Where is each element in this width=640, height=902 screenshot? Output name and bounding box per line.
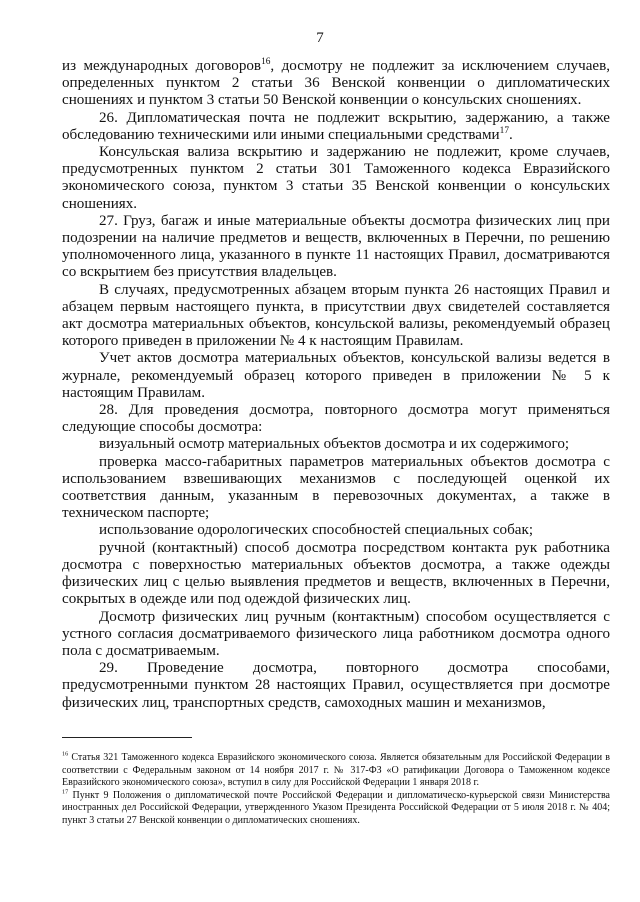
paragraph [62, 282, 610, 351]
paragraph-text: ручной (контактный) способ досмотра посредством контакта рук работника досмотра с поверхностью материальных объектов досмотра, а также одежды физических лиц с целью выявления предметов и веществ, включенных в Перечни, сокрытых в одежде или под одеждой физических лиц. [62, 539, 610, 608]
paragraph-text: , досмотру не подлежит за исключением случаев, определенных пунктом 2 статьи 36 Венской конвенции о дипломатических сношениях и пунктом 3 статьи 50 Венской конвенции о консульских сношениях. [62, 58, 610, 109]
paragraph [62, 660, 610, 712]
paragraph [62, 540, 610, 609]
footnote-text: Статья 321 Таможенного кодекса Евразийского экономического союза. Является обязательным для Российской Федерации в соответствии с Федеральным законом от 14 ноября 2017 г. № 317-ФЗ «О ратификации Договора о Таможенном кодексе Евразийского экономического союза», вступил в силу для Российской Федерации 1 января 2018 г. [62, 752, 610, 789]
paragraph [62, 436, 610, 453]
paragraph-text: 27. Груз, багаж и иные материальные объекты досмотра физических лиц при подозрении на наличие предметов и веществ, включенных в Перечни, по решению уполномоченного лица, указанного в пункте 11 настоящих Правил, досматриваются со вскрытием без присутствия владельцев. [62, 212, 610, 281]
paragraph [62, 609, 610, 661]
paragraph-text: В случаях, предусмотренных абзацем вторым пункта 26 настоящих Правил и абзацем первым настоящего пункта, в присутствии двух свидетелей составляется акт досмотра материальных объектов, консульской вализы, рекомендуемый образец которого приведен в приложении № 4 к настоящим Правилам. [62, 281, 610, 350]
page-number: 7 [316, 30, 324, 46]
footnotes [62, 752, 610, 828]
document-body [62, 58, 610, 712]
paragraph-text: 29. Проведение досмотра, повторного досмотра способами, предусмотренными пунктом 28 настоящих Правил, осуществляется при досмотре физических лиц, транспортных средств, самоходных машин и механизмов, [62, 660, 610, 711]
footnote-number: 17 [62, 788, 69, 796]
paragraph-text: проверка массо-габаритных параметров материальных объектов досмотра с использованием взвешивающих механизмов с последующей оценкой их соответствия данным, указанным в перевозочных документах, а также в техническом паспорте; [62, 453, 610, 522]
paragraph-text: . [509, 126, 513, 143]
paragraph [62, 213, 610, 282]
paragraph-text: 28. Для проведения досмотра, повторного досмотра могут применяться следующие способы досмотра: [62, 402, 610, 436]
footnote-marker: 16 [261, 56, 271, 67]
paragraph [62, 454, 610, 523]
footnote-number: 16 [62, 750, 69, 758]
paragraph-text: 26. Дипломатическая почта не подлежит вскрытию, задержанию, а также обследованию техническими или иными специальными средствами [62, 109, 610, 143]
footnote-text: Пункт 9 Положения о дипломатической почте Российской Федерации и дипломатическо-курьерской связи Министерства иностранных дел Российской Федерации, утвержденного Указом Президента Российской Федерации от 5 июля 2018 г. № 404; пункт 3 статьи 27 Венской конвенции о дипломатических сношениях. [62, 789, 610, 826]
footnote-separator [62, 737, 192, 738]
paragraph-text: Консульская вализа вскрытию и задержанию не подлежит, кроме случаев, предусмотренных пунктом 2 статьи 301 Таможенного кодекса Евразийского экономического союза, пунктом 3 статьи 35 Венской конвенции о консульских сношениях. [62, 144, 610, 212]
paragraph-text: использование одорологических способностей специальных собак; [99, 522, 534, 539]
paragraph [62, 522, 610, 539]
paragraph [62, 58, 610, 110]
paragraph-text: визуальный осмотр материальных объектов досмотра и их содержимого; [99, 436, 570, 453]
footnote-marker: 17 [499, 125, 509, 136]
paragraph-text: Досмотр физических лиц ручным (контактным) способом осуществляется с устного согласия досматриваемого физического лица работником досмотра одного пола с досматриваемым. [62, 608, 610, 659]
paragraph [62, 350, 610, 402]
paragraph-text: из международных договоров [62, 58, 262, 74]
paragraph [62, 144, 610, 213]
paragraph-text: Учет актов досмотра материальных объектов, консульской вализы ведется в журнале, рекомендуемый образец которого приведен в приложении № 5 к настоящим Правилам. [62, 350, 610, 401]
footnote [62, 790, 610, 828]
paragraph [62, 110, 610, 144]
footnote [62, 752, 610, 790]
paragraph [62, 402, 610, 436]
